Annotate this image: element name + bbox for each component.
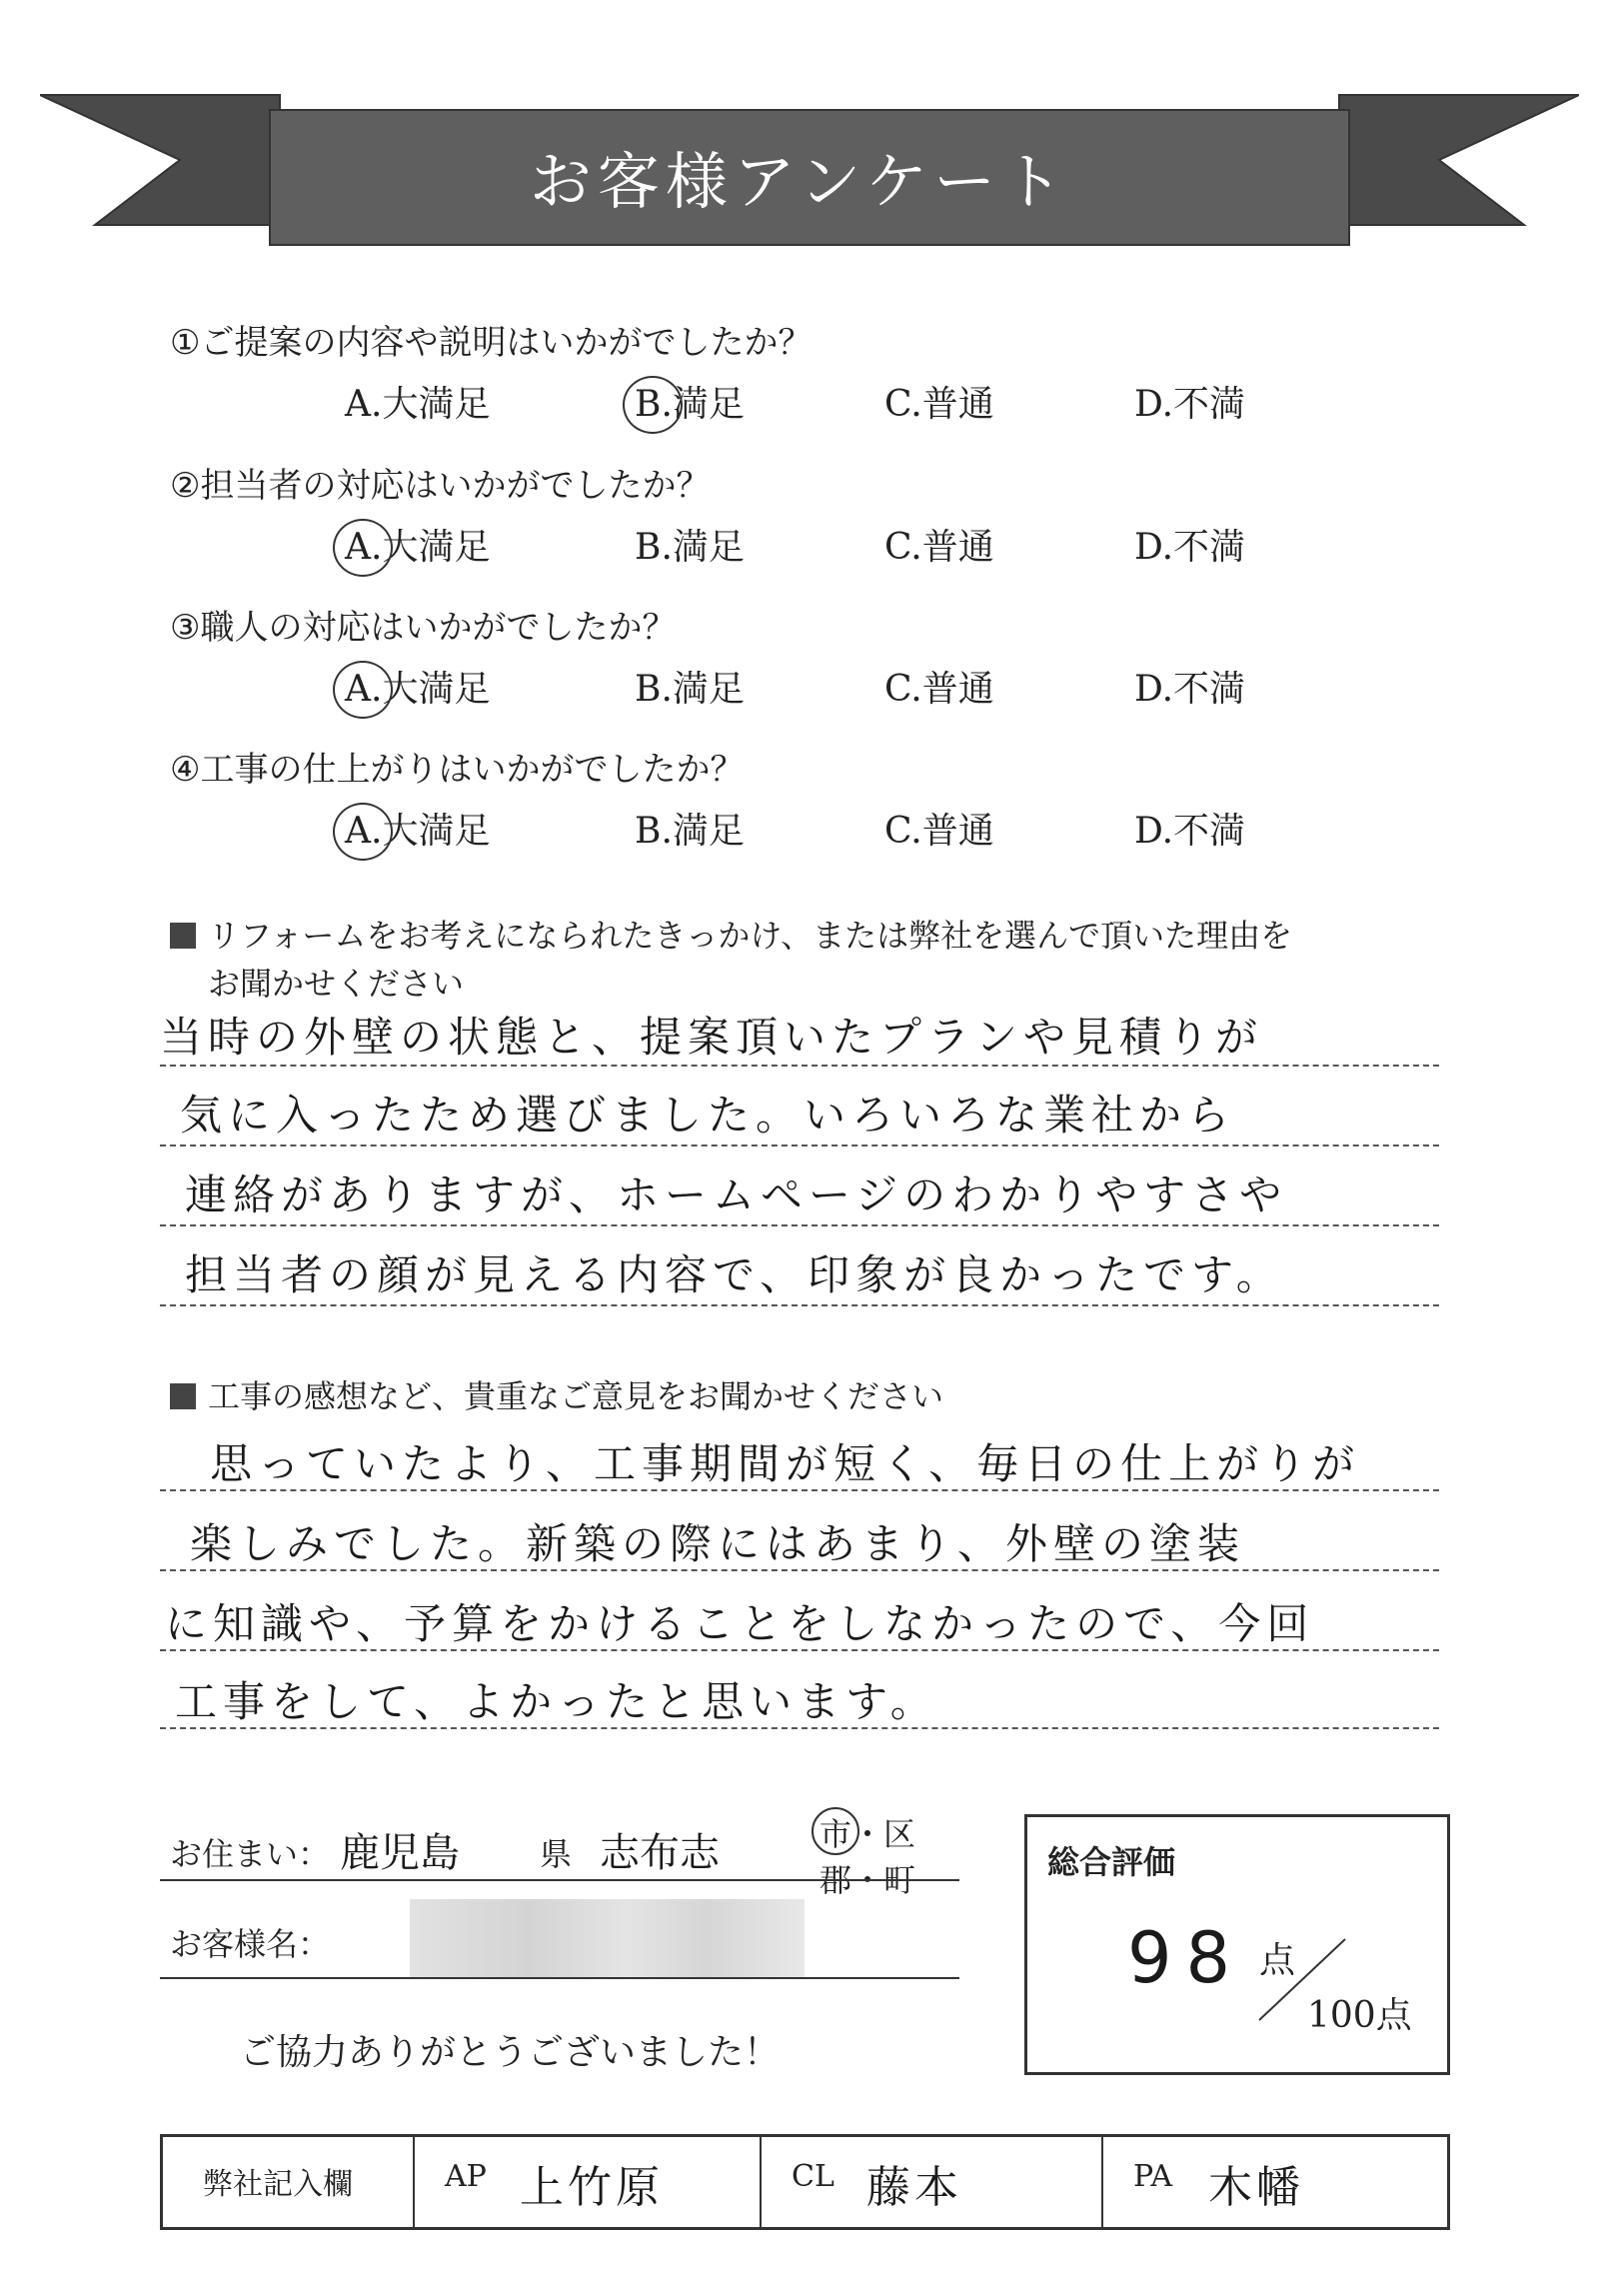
score-unit: 点 xyxy=(1259,1940,1296,1981)
impression-line-2: 楽しみでした。新築の際にはあまり、外壁の塗装 xyxy=(190,1519,1246,1568)
q1-option-b[interactable]: B.満足 xyxy=(635,376,745,427)
selection-circle xyxy=(333,661,393,719)
cl-label: CL xyxy=(792,2159,834,2194)
q3-option-d[interactable]: D.不満 xyxy=(1134,669,1246,710)
office-label: 弊社記入欄 xyxy=(203,2167,353,2202)
selection-circle xyxy=(333,803,393,861)
office-ap-cell[interactable] xyxy=(413,2137,760,2227)
page-title: お客様アンケート xyxy=(529,145,1070,218)
reason-line-3: 連絡がありますが、ホームページのわかりやすさや xyxy=(185,1170,1288,1219)
answer-rule xyxy=(160,1489,1439,1491)
pa-label: PA xyxy=(1133,2159,1173,2194)
thanks-message: ご協力ありがとうございました！ xyxy=(240,2032,781,2073)
question-1-text: ①ご提案の内容や説明はいかがでしたか？ xyxy=(170,323,812,363)
banner-left-tail xyxy=(40,95,280,225)
answer-rule xyxy=(160,1649,1439,1651)
city-type-bottom[interactable]: 郡・町 xyxy=(819,1861,916,1899)
score-label: 総合評価 xyxy=(1047,1843,1176,1881)
office-use-table xyxy=(160,2134,1450,2230)
impression-heading: 工事の感想など、貴重なご意見をお聞かせください xyxy=(170,1372,1469,1420)
q2-option-b[interactable]: B.満足 xyxy=(635,527,745,568)
prefecture-value[interactable]: 鹿児島 xyxy=(340,1830,460,1876)
question-4-text: ④工事の仕上がりはいかがでしたか？ xyxy=(170,750,745,790)
question-2-text: ②担当者の対応はいかがでしたか？ xyxy=(170,466,711,506)
q1-option-c[interactable]: C.普通 xyxy=(884,384,994,425)
city-type-top[interactable]: 市・区 xyxy=(819,1815,916,1853)
q1-option-a[interactable]: A.大満足 xyxy=(345,384,491,425)
answer-rule xyxy=(160,1144,1439,1146)
square-bullet-icon xyxy=(170,1383,196,1409)
q2-option-a[interactable]: A.大満足 xyxy=(345,519,490,570)
office-cl-cell[interactable] xyxy=(760,2137,1101,2227)
address-underline xyxy=(160,1879,959,1881)
q4-option-a[interactable]: A.大満足 xyxy=(345,803,490,854)
impression-line-4: 工事をして、よかったと思います。 xyxy=(175,1677,938,1726)
q2-option-d[interactable]: D.不満 xyxy=(1134,527,1246,568)
customer-name-label: お客様名： xyxy=(170,1925,331,1963)
score-max: 100点 xyxy=(1307,1995,1412,2036)
selection-circle xyxy=(333,519,393,577)
ap-label: AP xyxy=(445,2159,487,2194)
answer-rule xyxy=(160,1065,1439,1067)
address-label: お住まい： xyxy=(170,1835,331,1873)
reason-line-1: 当時の外壁の状態と、提案頂いたプランや見積りが xyxy=(160,1013,1264,1062)
answer-rule xyxy=(160,1569,1439,1571)
cl-value: 藤本 xyxy=(866,2162,962,2213)
q4-option-b[interactable]: B.満足 xyxy=(635,811,745,852)
ap-value: 上竹原 xyxy=(520,2162,664,2213)
question-3-text: ③職人の対応はいかがでしたか？ xyxy=(170,608,677,648)
q3-option-b[interactable]: B.満足 xyxy=(635,669,745,710)
customer-name-redacted xyxy=(410,1899,805,1977)
banner-right-tail xyxy=(1339,95,1579,225)
answer-rule xyxy=(160,1727,1439,1729)
impression-line-3: に知識や、予算をかけることをしなかったので、今回 xyxy=(165,1599,1315,1648)
q4-option-d[interactable]: D.不満 xyxy=(1134,811,1246,852)
office-label-cell xyxy=(163,2137,413,2227)
selection-circle xyxy=(623,376,683,434)
square-bullet-icon xyxy=(170,923,196,949)
impression-line-1: 思っていたより、工事期間が短く、毎日の仕上がりが xyxy=(210,1439,1361,1488)
reason-line-4: 担当者の顔が見える内容で、印象が良かったです。 xyxy=(185,1250,1284,1299)
q4-option-c[interactable]: C.普通 xyxy=(884,811,994,852)
office-pa-cell[interactable] xyxy=(1101,2137,1447,2227)
reason-heading: リフォームをお考えになられたきっかけ、または弊社を選んで頂いた理由を お聞かせください xyxy=(170,912,1469,1008)
q3-option-c[interactable]: C.普通 xyxy=(884,669,994,710)
q3-option-a[interactable]: A.大満足 xyxy=(345,661,490,712)
reason-line-2: 気に入ったため選びました。いろいろな業社から xyxy=(180,1091,1236,1139)
score-box xyxy=(1024,1814,1450,2075)
q1-option-d[interactable]: D.不満 xyxy=(1134,384,1246,425)
answer-rule xyxy=(160,1304,1439,1306)
city-value[interactable]: 志布志 xyxy=(600,1830,720,1876)
pa-value: 木幡 xyxy=(1208,2162,1304,2213)
q2-option-c[interactable]: C.普通 xyxy=(884,527,994,568)
score-value[interactable]: 98 xyxy=(1127,1917,1245,1999)
prefecture-suffix: 県 xyxy=(540,1835,573,1873)
name-underline xyxy=(160,1977,959,1979)
answer-rule xyxy=(160,1224,1439,1226)
